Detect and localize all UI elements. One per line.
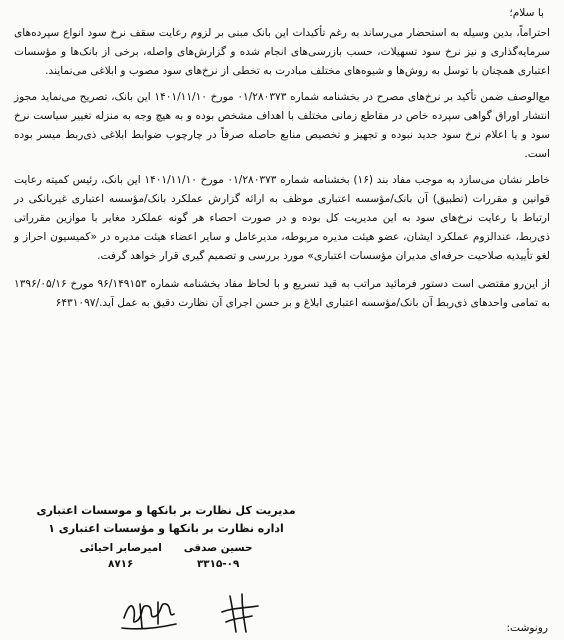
signatory-1 xyxy=(80,540,162,572)
signatory-2 xyxy=(184,540,253,572)
signatory-names xyxy=(16,540,316,572)
signatory-2-name: حسین صدقی xyxy=(183,542,253,554)
paragraph-4: از این‌رو مقتضی است دستور فرمائید مراتب به قید تسریع و با لحاظ مفاد بخشنامه شماره ۹۶/۱۴۹۱۵۳ مورخ ۱۳۹۶/۰۵/۱۶ به تمامی واحدهای ذی‌ربط آن بانک/مؤسسه اعتباری ابلاغ و بر حسن اجرای آن نظارت دقیق به عمل آید./۶۴۳۱۰۹۷ xyxy=(14,278,551,309)
letter-body xyxy=(14,4,550,320)
office-title: اداره نظارت بر بانکها و مؤسسات اعتباری ۱ xyxy=(48,522,284,535)
signature-2-mark xyxy=(222,594,258,632)
department-title: مدیریت کل نظارت بر بانکها و موسسات اعتباری xyxy=(36,504,296,517)
paragraph-2: مع‌الوصف ضمن تأکید بر نرخ‌های مصرح در بخشنامه شماره ۰۱/۲۸۰۳۷۳ مورخ ۱۴۰۱/۱۱/۱۰ این بانک، تصریح می‌نماید مجوز انتشار اوراق گواهی سپرده خاص در مقاطع زمانی مختلف با اهداف مشخص بوده و به هیچ وجه به منزله تغییر سیاست نرخ سود و یا اعلام نرخ سود جدید نبوده و تجهیز و تخصیص منابع حاصله صرفاً در چارچوب ضوابط ابلاغی ذی‌ربط میسر بوده است. xyxy=(14,91,550,160)
signatory-2-code: ۳۳۱۵-۰۹ xyxy=(196,558,240,570)
paragraph-1: احتراماً، بدین وسیله به استحضار می‌رساند به رغم تأکیدات این بانک مبنی بر لزوم رعایت سقف نرخ سود انواع سپرده‌های سرمایه‌گذاری و نیز نرخ سود تسهیلات، حسب بازرسی‌های انجام شده و گزارش‌های واصله، برخی از بانک‌ها و مؤسسات اعتباری همچنان با توسل به روش‌ها و شیوه‌های مختلف مبادرت به تخطی از نرخ‌های سود مصوب و ابلاغی می‌نمایند. xyxy=(14,27,550,77)
handwritten-signatures xyxy=(118,588,278,636)
signature-1-mark xyxy=(122,602,176,629)
paragraph-3: خاطر نشان می‌سازد به موجب مفاد بند (۱۶) بخشنامه شماره ۰۱/۲۸۰۳۷۳ مورخ ۱۴۰۱/۱۱/۱۰ این بانک، رئیس کمیته رعایت قوانین و مقررات (تطبیق) آن بانک/مؤسسه اعتباری موظف به ارائه گزارش عملکرد بانک/مؤسسه اعتباری غیربانکی در ارتباط با رعایت نرخ‌های سود به این مدیریت کل بوده و در صورت احصاء هر گونه عملکرد مغایر با موازین مقرراتی ذی‌ربط، عندالزوم عملکرد ایشان، عضو هیئت مدیره مربوطه، مدیرعامل و سایر اعضاء هیئت مدیره در «کمیسیون احراز و لغو تأییدیه صلاحیت حرفه‌ای مدیران مؤسسات اعتباری» مورد بررسی و تصمیم گیری قرار خواهد گرفت. xyxy=(14,174,550,262)
signatory-1-code: ۸۷۱۶ xyxy=(108,558,134,570)
signatory-1-name: امیرصابر احیائی xyxy=(79,542,162,554)
copy-recipients-label: رونوشت: xyxy=(506,622,548,634)
signature-block xyxy=(16,502,316,572)
salutation: با سلام؛ xyxy=(509,7,544,19)
